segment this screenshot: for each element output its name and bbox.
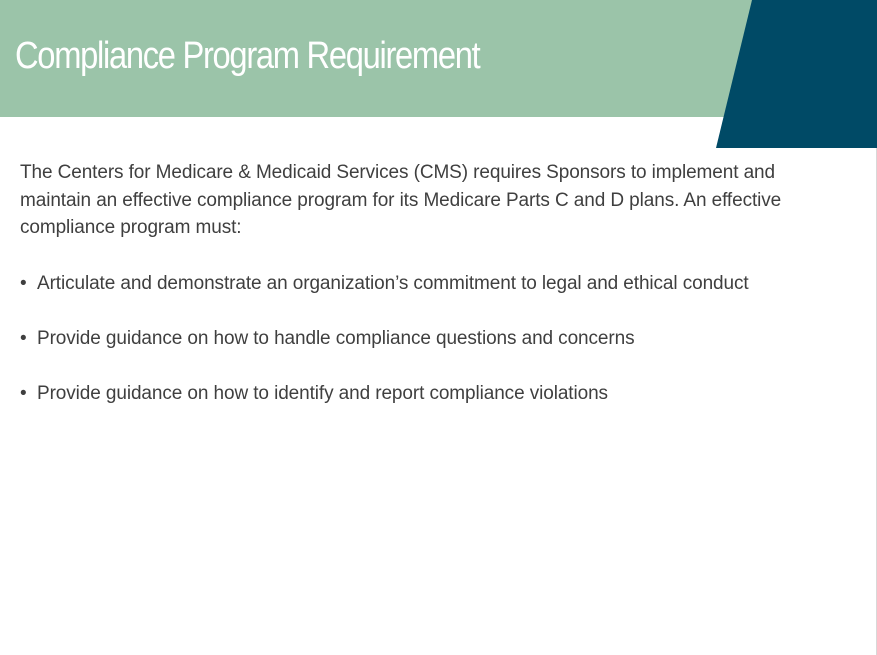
bullet-dot-icon: •	[20, 272, 27, 294]
bullet-dot-icon: •	[20, 327, 27, 349]
bullet-dot-icon: •	[20, 382, 27, 404]
header-accent-polygon	[716, 0, 877, 148]
bullet-list	[20, 270, 850, 408]
bullet-item	[20, 270, 850, 298]
bullet-text: Articulate and demonstrate an organization’s commitment to legal and ethical conduct	[37, 272, 749, 294]
bullet-text: Provide guidance on how to identify and report compliance violations	[37, 382, 608, 404]
intro-paragraph: The Centers for Medicare & Medicaid Services (CMS) requires Sponsors to implement and maintain an effective compliance program for its Medicare Parts C and D plans. An effective compliance program must:	[20, 162, 782, 238]
slide-title: Compliance Program Requirement	[15, 35, 480, 77]
bullet-text: Provide guidance on how to handle compliance questions and concerns	[37, 327, 635, 349]
slide-body	[20, 159, 850, 435]
bullet-item	[20, 325, 850, 353]
bullet-item	[20, 380, 850, 408]
